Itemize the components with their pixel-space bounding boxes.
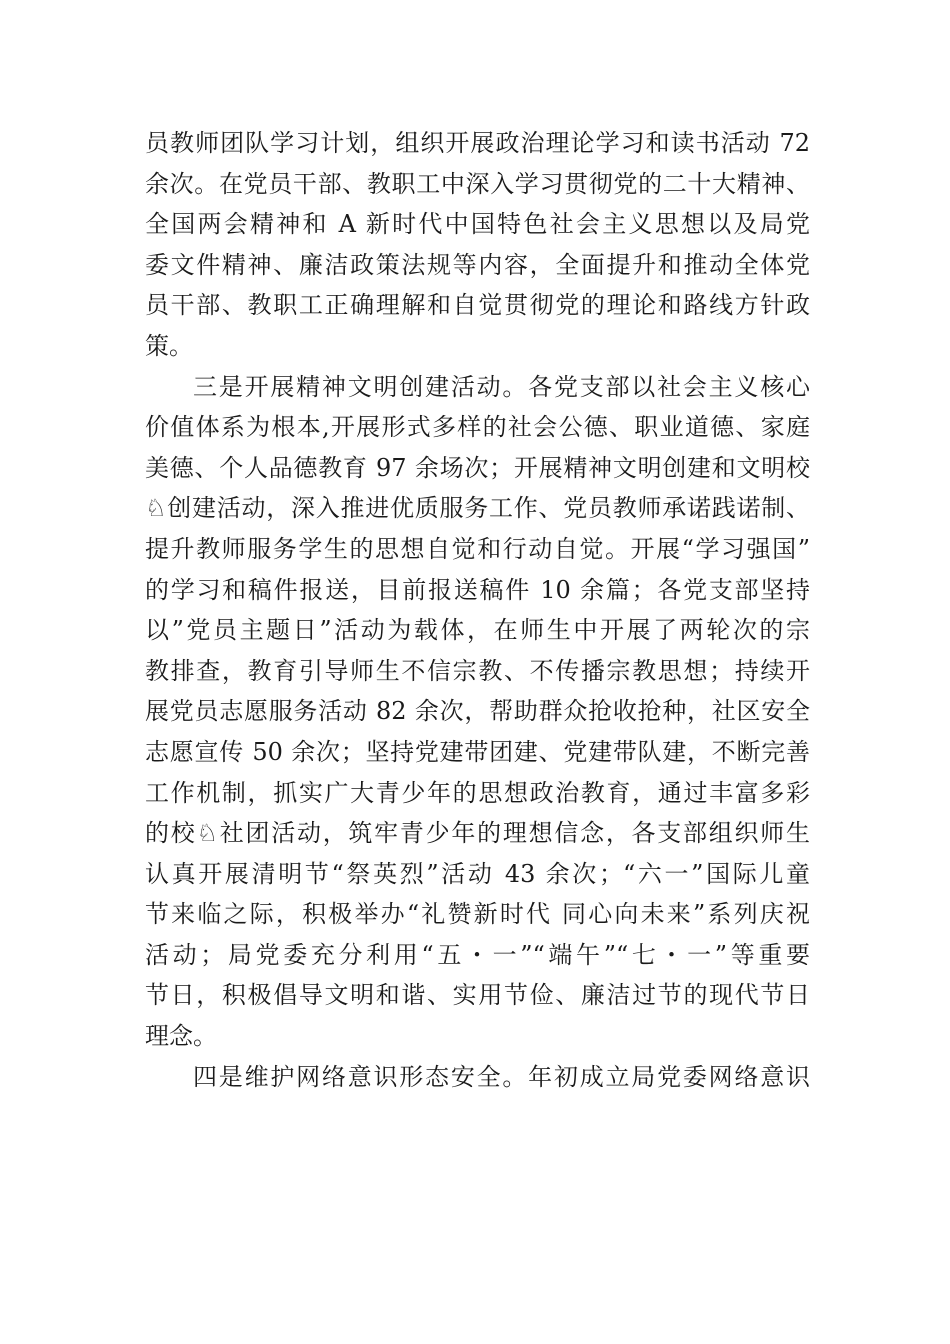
text-line: 活动；局党委充分利用“五・一”“端午”“七・一”等重要 xyxy=(145,940,810,969)
text-line: 以”党员主题日”活动为载体，在师生中开展了两轮次的宗 xyxy=(145,616,810,645)
paragraph-first-line: 四是维护网络意识形态安全。年初成立局党委网络意识 xyxy=(193,1062,810,1091)
text-line: 的校♘社团活动，筑牢青少年的理想信念，各支部组织师生 xyxy=(145,819,810,848)
text-line: 美德、个人品德教育 97 余场次；开展精神文明创建和文明校 xyxy=(145,453,810,482)
text-line: 教排查，教育引导师生不信宗教、不传播宗教思想；持续开 xyxy=(145,656,810,685)
text-line: 策。 xyxy=(145,331,193,360)
text-line: 节日，积极倡导文明和谐、实用节俭、廉洁过节的现代节日 xyxy=(145,981,810,1010)
text-line: 的学习和稿件报送，目前报送稿件 10 余篇；各党支部坚持 xyxy=(145,575,810,604)
text-line: 委文件精神、廉洁政策法规等内容，全面提升和推动全体党 xyxy=(145,250,810,279)
text-line: 工作机制，抓实广大青少年的思想政治教育，通过丰富多彩 xyxy=(145,778,810,807)
text-line: ♘创建活动，深入推进优质服务工作、党员教师承诺践诺制、 xyxy=(145,494,810,523)
text-line: 价值体系为根本,开展形式多样的社会公德、职业道德、家庭 xyxy=(145,413,810,442)
text-line: 员教师团队学习计划，组织开展政治理论学习和读书活动 72 xyxy=(145,129,810,157)
text-line: 余次。在党员干部、教职工中深入学习贯彻党的二十大精神、 xyxy=(145,169,810,198)
text-line: 节来临之际，积极举办“礼赞新时代 同心向未来”系列庆祝 xyxy=(145,900,810,929)
text-line: 志愿宣传 50 余次；坚持党建带团建、党建带队建，不断完善 xyxy=(145,737,810,766)
text-line: 全国两会精神和 A 新时代中国特色社会主义思想以及局党 xyxy=(145,210,810,239)
text-line: 展党员志愿服务活动 82 余次，帮助群众抢收抢种，社区安全 xyxy=(145,697,810,726)
text-line: 理念。 xyxy=(145,1022,217,1051)
text-line: 提升教师服务学生的思想自觉和行动自觉。开展“学习强国” xyxy=(145,534,810,563)
body-text xyxy=(145,123,810,1097)
text-line: 认真开展清明节“祭英烈”活动 43 余次；“六一”国际儿童 xyxy=(145,859,810,888)
paragraph-first-line: 三是开展精神文明创建活动。各党支部以社会主义核心 xyxy=(193,372,810,401)
text-line: 员干部、教职工正确理解和自觉贯彻党的理论和路线方针政 xyxy=(145,291,810,320)
